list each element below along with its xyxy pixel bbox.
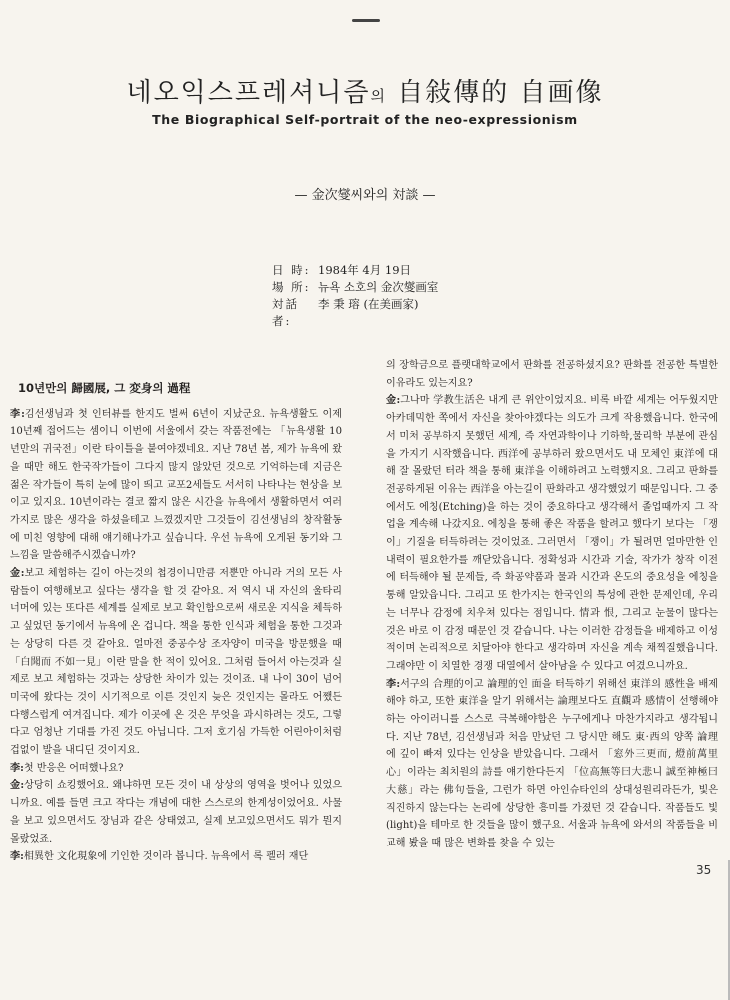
paragraph — [10, 760, 342, 778]
paragraph-text: 상당히 쇼킹했어요. 왜냐하면 모든 것이 내 상상의 영역을 벗어나 있었으니까요. 예를 들면 크고 작다는 개념에 대한 스스로의 한계성이었어요. 사물을 보고 있으면서도 장님과 같은 상태였고, 실제 보고있으면서도 뭐가 뭔지 몰랐었죠. — [10, 780, 342, 845]
paragraph — [386, 392, 718, 675]
title-hanja: 自敍傳的 自画像 — [387, 78, 604, 108]
paragraph — [386, 676, 718, 853]
paragraph-text: 서구의 合理的이고 論理的인 面을 터득하기 위해선 東洋의 感性을 배제해야 하고, 또한 東洋을 알기 위해서는 論理보다도 直觀과 感情이 선행해야 하는 아이러니를 스스로 극복해야함은 누구에게나 마찬가지라고 생각됩니다. 지난 78년, 김선생님과 처음 만났던 그 당시만 해도 東·西의 양쪽 論理에 깊이 빠져 있다는 인상을 받았읍니다. 그래서 「窓外三更而, 燈前萬里心」이라는 최치원의 詩를 얘기한다든지 「位高無等曰大悲니 誠至神極曰大慈」라는 佛句들을, 그런가 하면 아인슈타인의 상대성원리라든가, 빛은 직진하지 않는다는 논리에 상당한 흥미를 가졌던 것 같습니다. 작품들도 빛(light)을 테마로 한 것들을 많이 했구요. 서울과 뉴욕에 와서의 작품들을 비교해 봤을 때 많은 변화를 찾을 수 있는 — [386, 678, 718, 849]
paragraph — [10, 777, 342, 848]
speaker-label: 李: — [10, 762, 24, 774]
meta-row-date — [272, 262, 438, 279]
speaker-label: 金: — [386, 395, 401, 407]
paragraph — [10, 565, 342, 760]
paragraph-text: 의 장학금으로 플랫대학교에서 판화를 전공하셨지요? 판화를 전공한 특별한 이유라도 있는지요? — [386, 360, 718, 389]
section-heading: 10년만의 歸國展, 그 変身의 過程 — [18, 381, 191, 395]
paragraph-text: 보고 체험하는 길이 아는것의 첩경이니만큼 저뿐만 아니라 거의 모든 사람들이 여행해보고 싶다는 생각을 할 것 같아요. 저 역시 내 자신의 울타리 너머에 있는 또다른 세계를 실제로 보고 확인함으로써 새로운 지식을 체득하고 싶었던 동기에서 뉴욕에 온 겁니다. 책을 통한 인식과 체험을 통한 그것과는 상당히 다른 것 같아요. 얼마전 중공수상 조자양이 미국을 방문했을 때 「白聞而 不如一見」이란 말을 한 적이 있어요. 그처럼 들어서 아는것과 실제로 보고 체험하는 것과는 상당한 차이가 있는 것이죠. 내 나이 30이 넘어 미국에 왔다는 것이 시기적으로 이른 것인지 늦은 것인지는 몰라도 어쨌든 다행스럽게 여겨집니다. 제가 이곳에 온 것은 무엇을 과시하려는 것도, 그렇다고 엄청난 기대를 가진 것도 아닙니다. 그저 호기심 가득한 어린아이처럼 겁없이 발을 내디딘 것이지요. — [10, 568, 342, 757]
paragraph-text: 첫 반응은 어떠했나요? — [23, 762, 124, 774]
speaker-label: 李: — [386, 678, 401, 690]
english-subtitle: The Biographical Self-portrait of the neo-expressionism — [152, 112, 578, 127]
interview-meta — [272, 262, 438, 330]
speaker-label: 李: — [10, 408, 25, 420]
page-title — [0, 72, 730, 109]
top-ornament — [352, 19, 380, 22]
interview-line: — 金次燮씨와의 対談 — — [294, 188, 436, 203]
paragraph-text: 그나마 学教生活은 내게 큰 위안이었지요. 비록 바깥 세계는 어두웠지만 아카데믹한 쪽에서 자신을 찾아야겠다는 의도가 크게 작용했읍니다. 한국에서 미처 공부하지 못했던 세계, 즉 자연과학이나 기하학,물리학 부분에 관심을 가지기 시작했읍니다. 西洋에 공부하러 왔으면서도 내 모체인 東洋에 대해 잘 몰랐던 터라 책을 통해 東洋을 이해하려고 노력했지요. 그리고 판화를 전공하게된 이유는 西洋을 아는길이 판화라고 생각했었기 때문입니다. 그 중에서도 에칭(Etching)을 하는 것이 중요하다고 생각해서 졸업때까지 그 작업을 계속해 나갔지요. 에칭을 통해 좋은 작품을 할려고 했다기 보다는 「쟁이」기질을 터득하려는 것이었죠. 그러면서 「쟁이」가 될려면 얼마만한 인내력이 필요한가를 깨닫았읍니다. 정확성과 시간과 기술, 작가가 창작 이전에 터득해야 될 문제들, 즉 화공약품과 물과 시간과 온도의 중요성을 에칭을 통해 알았읍니다. 그리고 또 한가지는 한국인의 특성에 관한 문제인데, 우리는 너무나 감정에 치우쳐 있다는 점입니다. 情과 恨, 그리고 눈물이 많다는 것은 바로 이 감정 때문인 것 같습니다. 나는 이러한 감정들을 배제하고 이성적이며 논리적으로 치달아야 한다고 생각하며 자신을 계속 채찍질했읍니다. 그래야만 이 치열한 경쟁 대열에서 살아남을 수 있다고 여겼으니까요. — [386, 395, 718, 672]
title-particle: 의 — [370, 87, 387, 105]
meta-label: 対話者: — [272, 297, 299, 328]
right-column — [386, 357, 718, 853]
meta-label: 日 時: — [272, 263, 311, 277]
paragraph — [10, 848, 342, 866]
speaker-label: 李: — [10, 851, 24, 863]
meta-row-interlocutor — [272, 296, 438, 330]
left-column — [10, 380, 342, 866]
meta-value: 1984年 4月 19日 — [318, 263, 412, 277]
title-hangul: 네오익스프레셔니즘 — [126, 78, 371, 108]
meta-value: 李 秉 瑢 (在美画家) — [318, 297, 419, 311]
page-number: 35 — [696, 863, 712, 877]
meta-label: 場 所: — [272, 280, 311, 294]
speaker-label: 金: — [10, 780, 25, 792]
meta-value: 뉴욕 소호의 金次燮画室 — [318, 280, 439, 294]
paragraph — [10, 406, 342, 565]
paragraph — [386, 357, 718, 392]
meta-row-place — [272, 279, 438, 296]
speaker-label: 金: — [10, 568, 25, 580]
paragraph-text: 相異한 文化現象에 기인한 것이라 봅니다. 뉴욕에서 록 펠러 재단 — [23, 851, 309, 863]
paragraph-text: 김선생님과 첫 인터뷰를 한지도 벌써 6년이 지났군요. 뉴욕생활도 이제 10년째 접어드는 셈이니 이번에 서울에서 갖는 작품전에는 「뉴욕생활 10년만의 귀국전」이란 타이틀을 붙여야겠네요. 지난 78년 봄, 제가 뉴욕에 왔을 때만 해도 한국작가들이 그다지 많지 않았던 것으로 기억하는데 지금은 젊은 작가들이 특히 눈에 많이 띄고 교포2세들도 서서히 나타나는 현상을 보이고 있지요. 10년이라는 결코 짧지 않은 시간을 뉴욕에서 생활하면서 여러가지로 많은 생각을 하셨을테고 느꼈겠지만 그것들이 김선생님의 창작활동에 미친 영향에 대해 얘기해나가고 싶습니다. 우선 뉴욕에 오게된 동기와 그 느낌을 말씀해주시겠습니까? — [10, 408, 342, 562]
